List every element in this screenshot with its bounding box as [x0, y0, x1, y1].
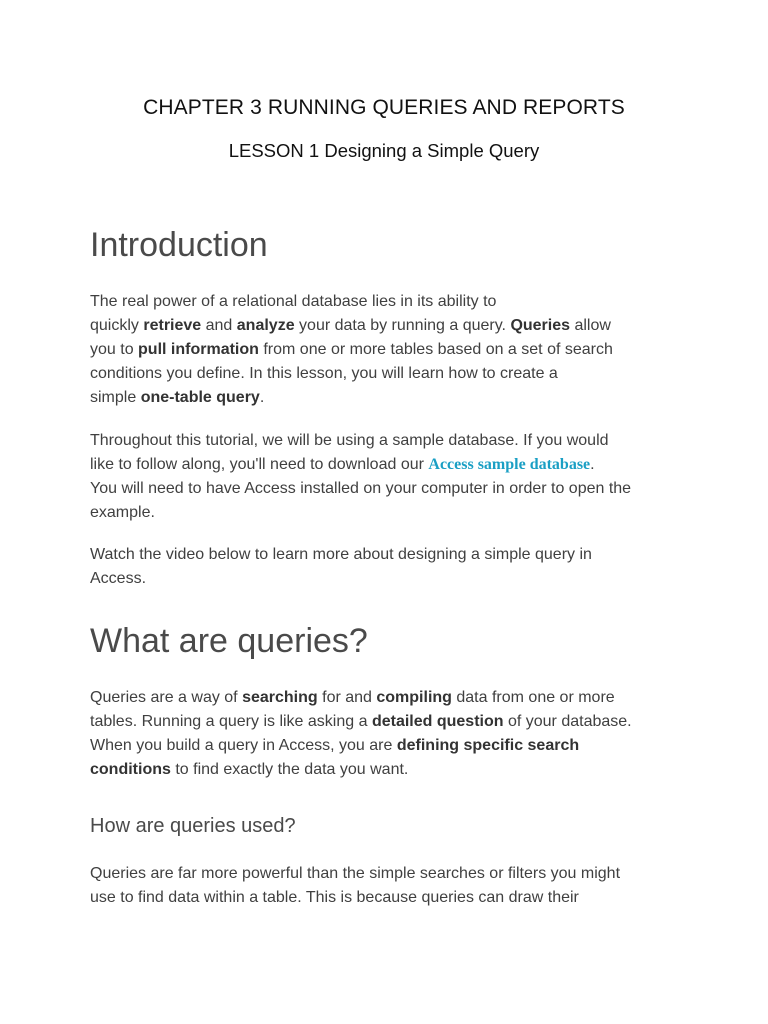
text-line: conditions you define. In this lesson, you will learn how to create a — [90, 365, 558, 382]
text-run: . — [590, 456, 595, 473]
text-line: example. — [90, 504, 155, 521]
text-run: data from one or more — [451, 689, 615, 706]
text-line: Queries are far more powerful than the simple searches or filters you might — [90, 865, 621, 882]
intro-paragraph-1 — [90, 290, 690, 410]
text-run: tables. Running a query is like asking a — [90, 713, 372, 730]
bold-term-retrieve: retrieve — [143, 317, 202, 334]
queries-paragraph — [90, 686, 690, 782]
bold-term-analyze: analyze — [236, 317, 295, 334]
text-line — [90, 710, 690, 734]
bold-term-conditions: conditions — [90, 761, 171, 778]
text-line — [90, 686, 690, 710]
text-line: Watch the video below to learn more about designing a simple query in — [90, 546, 592, 563]
text-run: like to follow along, you'll need to download our — [90, 456, 429, 473]
text-run: you to — [90, 341, 139, 358]
intro-paragraph-2 — [90, 429, 690, 525]
text-line — [90, 386, 690, 410]
text-line — [90, 314, 690, 338]
text-line — [90, 338, 690, 362]
bold-term-detailed-question: detailed question — [371, 713, 504, 730]
text-run: quickly — [90, 317, 144, 334]
text-line — [90, 734, 690, 758]
text-line: Access. — [90, 570, 147, 587]
chapter-title: CHAPTER 3 RUNNING QUERIES AND REPORTS — [143, 96, 625, 119]
bold-term-compiling: compiling — [376, 689, 452, 706]
introduction-heading: Introduction — [90, 226, 268, 264]
text-run: from one or more tables based on a set of search — [258, 341, 613, 358]
text-line: Throughout this tutorial, we will be using a sample database. If you would — [90, 432, 609, 449]
what-are-queries-heading: What are queries? — [90, 622, 368, 660]
text-line: use to find data within a table. This is because queries can draw their — [90, 889, 579, 906]
text-run: . — [259, 389, 265, 406]
bold-term-searching: searching — [242, 689, 318, 706]
text-line: You will need to have Access installed on your computer in order to open the — [90, 480, 632, 497]
bold-term-one-table-query: one-table query — [140, 389, 260, 406]
text-run: your data by running a query. — [294, 317, 511, 334]
intro-paragraph-3 — [90, 543, 690, 591]
how-are-queries-used-heading: How are queries used? — [90, 815, 296, 837]
lesson-title: LESSON 1 Designing a Simple Query — [228, 140, 540, 161]
text-run: and — [201, 317, 237, 334]
text-run: for and — [317, 689, 377, 706]
text-run: simple — [90, 389, 141, 406]
bold-term-defining-specific-search: defining specific search — [396, 737, 580, 754]
access-sample-database-link[interactable]: Access sample database — [428, 456, 591, 473]
text-run: allow — [570, 317, 611, 334]
text-run: Queries are a way of — [90, 689, 243, 706]
bold-term-pull-information: pull information — [138, 341, 259, 358]
usage-paragraph — [90, 862, 690, 910]
text-run: When you build a query in Access, you are — [90, 737, 397, 754]
bold-term-queries: Queries — [510, 317, 571, 334]
text-line: The real power of a relational database lies in its ability to — [90, 293, 497, 310]
text-run: to find exactly the data you want. — [170, 761, 409, 778]
text-run: of your database. — [503, 713, 632, 730]
text-line — [90, 758, 690, 782]
text-line — [90, 453, 690, 477]
